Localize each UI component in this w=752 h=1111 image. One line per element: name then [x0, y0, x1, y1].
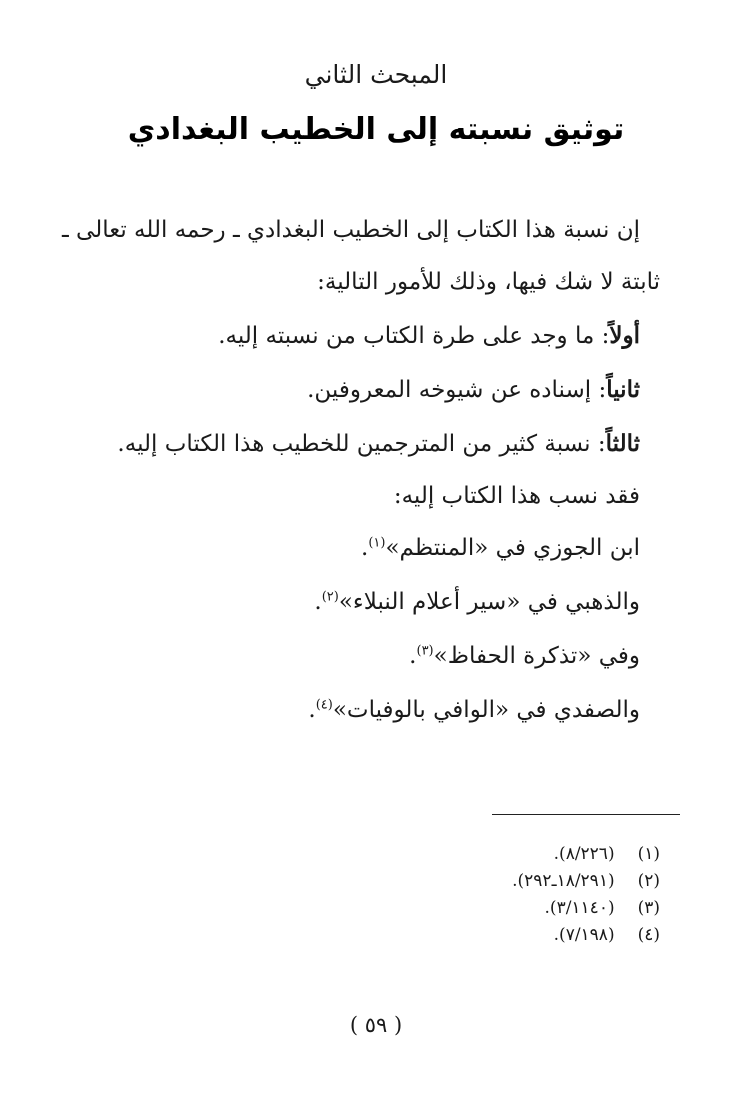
point-third	[70, 426, 640, 462]
source-line	[70, 530, 640, 566]
point-text: : إسناده عن شيوخه المعروفين.	[307, 377, 607, 403]
footnote-ref[interactable]: (٢)	[321, 589, 339, 605]
page-number: ( ٥٩ )	[349, 1013, 403, 1037]
source-text: والصفدي في «الوافي بالوفيات»	[332, 697, 640, 723]
footnote-divider	[492, 814, 680, 815]
footnote-number: (١)	[637, 844, 660, 864]
source-text: ابن الجوزي في «المنتظم»	[385, 535, 640, 561]
point-text: : ما وجد على طرة الكتاب من نسبته إليه.	[218, 323, 610, 349]
footnote-ref[interactable]: (١)	[368, 535, 386, 551]
source-line	[70, 692, 640, 728]
source-end: .	[308, 697, 316, 723]
footnote	[554, 923, 660, 947]
source-end: .	[314, 589, 322, 615]
footnote	[512, 869, 660, 893]
section-label: المبحث الثاني	[304, 60, 448, 89]
source-line	[70, 584, 640, 620]
point-first	[70, 318, 640, 354]
point-lead: ثانياً	[606, 376, 640, 403]
source-end: .	[409, 643, 417, 669]
footnote-number: (٢)	[637, 871, 660, 891]
intro-line-2: ثابتة لا شك فيها، وذلك للأمور التالية:	[317, 269, 660, 295]
footnote-number: (٣)	[637, 898, 660, 918]
footnote-ref[interactable]: (٣)	[416, 643, 434, 659]
source-end: .	[361, 535, 369, 561]
footnote-text: (١٨/٢٩١ـ٢٩٢).	[512, 871, 615, 891]
point-lead: أولاً	[609, 322, 640, 349]
footnote-ref[interactable]: (٤)	[315, 697, 333, 713]
point-text: : نسبة كثير من المترجمين للخطيب هذا الكتاب إليه.	[117, 431, 606, 457]
attribution-intro: فقد نسب هذا الكتاب إليه:	[393, 483, 640, 509]
section-title: توثيق نسبته إلى الخطيب البغدادي	[127, 112, 625, 147]
intro-line-1: إن نسبة هذا الكتاب إلى الخطيب البغدادي ـ رحمه الله تعالى ـ	[62, 217, 640, 243]
point-lead: ثالثاً	[605, 430, 640, 457]
footnote	[545, 896, 660, 920]
footnote-text: (٣/١١٤٠).	[544, 898, 615, 918]
source-text: وفي «تذكرة الحفاظ»	[433, 643, 640, 669]
source-text: والذهبي في «سير أعلام النبلاء»	[338, 589, 640, 615]
footnote-number: (٤)	[637, 925, 660, 945]
footnote	[554, 842, 660, 866]
footnote-text: (٧/١٩٨).	[553, 925, 615, 945]
source-line	[70, 638, 640, 674]
point-second	[70, 372, 640, 408]
footnote-text: (٨/٢٢٦).	[553, 844, 615, 864]
